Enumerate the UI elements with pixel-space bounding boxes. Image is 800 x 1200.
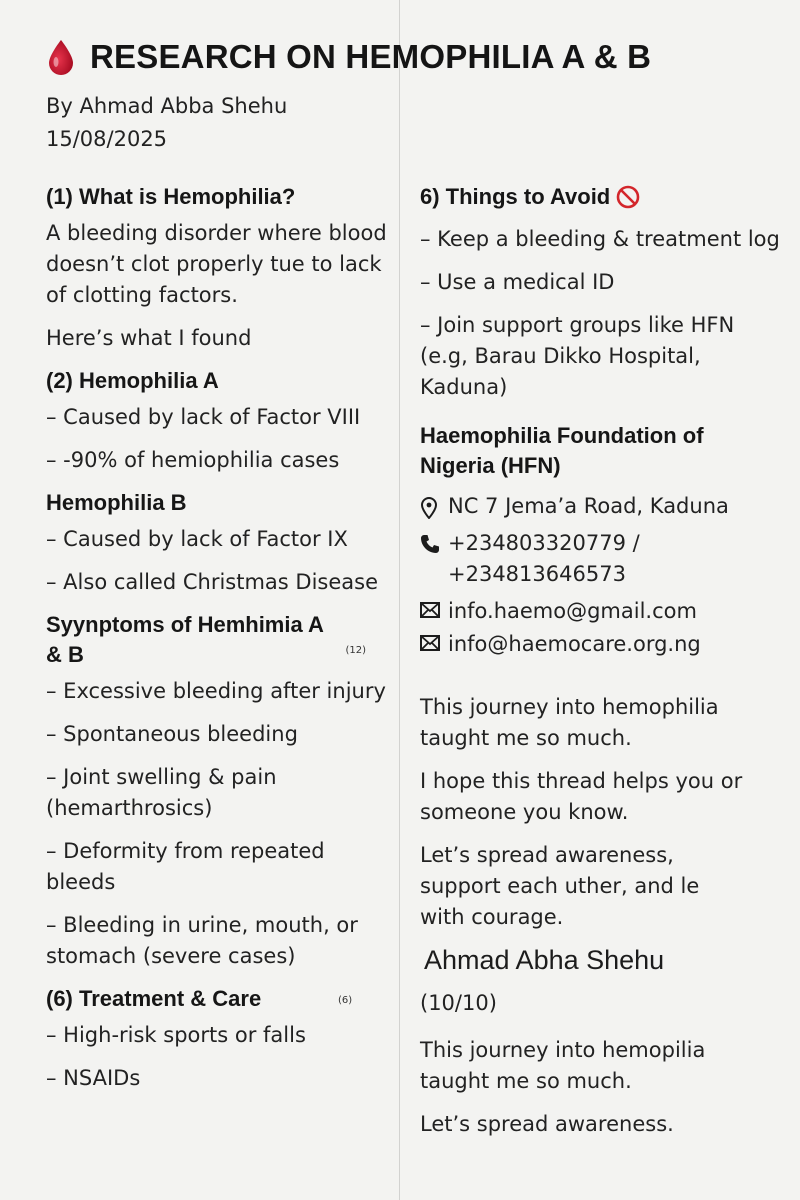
list-item: – Bleeding in urine, mouth, or stomach (severe cases) [46, 913, 358, 968]
signature: Ahmad Abha Shehu [424, 945, 665, 975]
closing-text: Let’s spread awareness. [420, 1112, 674, 1136]
hemophilia-a-heading: (2) Hemophilia A [46, 368, 219, 393]
org-heading: Haemophilia Foundation of Nigeria (HFN) [420, 423, 704, 478]
email-text[interactable]: info.haemo@gmail.com [448, 599, 697, 623]
right-column [420, 182, 780, 1152]
phone-text: +234803320779 / +234813646573 [448, 531, 640, 586]
treatment-heading [46, 984, 391, 1014]
list-item: – Deformity from repeated bleeds [46, 839, 325, 894]
found-text: Here’s what I found [46, 326, 252, 350]
symptoms-heading [46, 610, 366, 670]
list-item: – Excessive bleeding after injury [46, 679, 386, 703]
left-column [46, 182, 391, 1106]
list-item: – Use a medical ID [420, 270, 615, 294]
closing-text: I hope this thread helps you or someone you know. [420, 769, 743, 824]
closing-text: This journey into hemopilia taught me so much. [420, 1038, 706, 1093]
email-row [420, 596, 780, 627]
closing-text: This journey into hemophilia taught me so much. [420, 695, 719, 750]
list-item: – Keep a bleeding & treatment log [420, 227, 780, 251]
email-text[interactable]: info@haemocare.org.ng [448, 632, 701, 656]
page-title [46, 38, 651, 76]
column-divider [399, 0, 400, 1200]
email-row [420, 629, 780, 660]
what-heading: (1) What is Hemophilia? [46, 184, 296, 209]
address-row [420, 491, 780, 522]
blood-drop-icon [46, 38, 76, 76]
phone-row [420, 528, 780, 590]
date: 15/08/2025 [46, 127, 168, 151]
list-item: – -90% of hemiophilia cases [46, 448, 340, 472]
symptoms-note: (12) [345, 645, 366, 656]
list-item: – Caused by lack of Factor IX [46, 527, 348, 551]
list-item: – NSAIDs [46, 1066, 141, 1090]
list-item: – High-risk sports or falls [46, 1023, 306, 1047]
treatment-note: (6) [338, 995, 353, 1006]
address-text: NC 7 Jema’a Road, Kaduna [448, 494, 729, 518]
location-pin-icon [420, 491, 442, 519]
phone-icon [420, 528, 442, 554]
list-item: – Join support groups like HFN (e.g, Barau Dikko Hospital, Kaduna) [420, 313, 735, 399]
title-text: RESEARCH ON HEMOPHILIA A & B [90, 38, 652, 75]
avoid-heading-text: 6) Things to Avoid [420, 184, 611, 209]
mail-icon [420, 596, 442, 618]
list-item: – Caused by lack of Factor VIII [46, 405, 361, 429]
avoid-heading [420, 182, 780, 212]
prohibited-icon [616, 185, 640, 209]
mail-icon [420, 629, 442, 651]
list-item: – Also called Christmas Disease [46, 570, 379, 594]
what-text: A bleeding disorder where blood doesn’t clot properly tue to lack of clotting factors. [46, 221, 387, 307]
hemophilia-b-heading: Hemophilia B [46, 490, 187, 515]
list-item: – Spontaneous bleeding [46, 722, 298, 746]
treatment-heading-text: (6) Treatment & Care [46, 986, 262, 1011]
author: By Ahmad Abba Shehu [46, 94, 288, 118]
byline [46, 90, 287, 156]
list-item: – Joint swelling & pain (hemarthrosics) [46, 765, 277, 820]
closing-text: Let’s spread awareness, support each uther, and le with courage. [420, 843, 700, 929]
symptoms-heading-text: Syynptoms of Hemhimia A & B [46, 612, 324, 667]
page-indicator: (10/10) [420, 991, 497, 1015]
